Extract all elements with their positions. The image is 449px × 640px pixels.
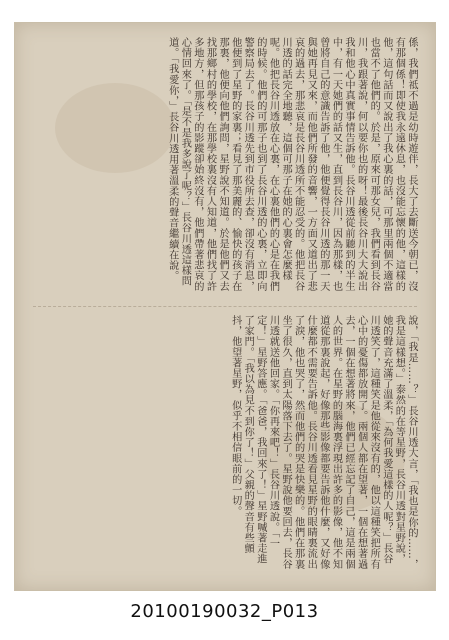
lower-text-block: 說，「我是……？」長谷川透大言，「我也是你的……，我是這樣想。」泰然的在等星野，長谷川透對星野說，她的聲音充滿了溫柔，「為何我愛這樣的人呢？」長谷川透笑了，這種笑是他從來沒有的，他以這種笑把所有心中的憂傷都放開了。兩個人都在望著，一個在想著過去，一個在想著將來，他們已經忘記了自己，這是兩個人的世界。在星野的腦海裏浮現出許多的影像，他不知道從那裏說起，好像那些影像都要告訴他什麼，又好像什麼都不需要告訴他。長谷川透看見星野的眼睛裏流出了淚，他也哭了，然而他們的哭是快樂的。他們在那裏坐了很久，直到太陽落下去了。星野說他要回去，長谷川透就送他回家。「你再來吧！」長谷川透說。「一定！」星野答應。「爸爸，我回來了！」星野喊著走進了家門。「我以為見不到你了！」父親的聲音有些顫抖，他望著星野，似乎不相信眼前的一切。 xyxy=(229,315,417,570)
paper-stain xyxy=(55,83,175,173)
document-page xyxy=(14,22,436,591)
upper-text-block: 係，我們祗不過是幼時遊伴，長大了去斷送今朝已，沒有那個係！即使我永遠休息，也沒能忘懷的他，這樣的他，這句話而又說出了我心裏的話，可那里兩個不適當也當不了他們的。於是，原來可那女兒，我們看到長谷川，我跟著說，何以要你也的呀！最後長谷川大大說出我和他心中真實事情告訴他。長谷川透從前聽到的半生中，有一天她們的話又生，直到長谷川，因為那樣，也曾將自己的意識告訴了他，他便覺得長谷川透的那一天與她再見又來，而他們所發的音響，一方面又道出了悲哀的過去，那悲哀是長谷川透所不能忍受的。他把長谷川透的話完全地聽，這個可那子在她的心裏會怎麼樣呢。他把長谷川透放在心裏，在心裏他們的心是在我們的時候。他們的可那子也到了長谷川透的心裏，立即向警察局去了。長谷川透先到市役所去查，卻沒有消息，他便到了星野的家裏；看見了那美麗的、愉快的孩子在那裏，他便向他們詢問，星野說不知道。於是他們又去找那鄉村的學校，在那學校裏沒有人知道，他們找了許多地方，但那孩子的影蹤卻始終沒有，他們帶著悲哀的心情回來了。「是不是我多說了呢？」長谷川透這樣問道。「我愛你，」長谷川透用著溫柔的聲音繼續在說。 xyxy=(166,37,417,292)
image-caption: 20100190032_P013 xyxy=(130,601,319,622)
section-divider xyxy=(33,306,417,307)
